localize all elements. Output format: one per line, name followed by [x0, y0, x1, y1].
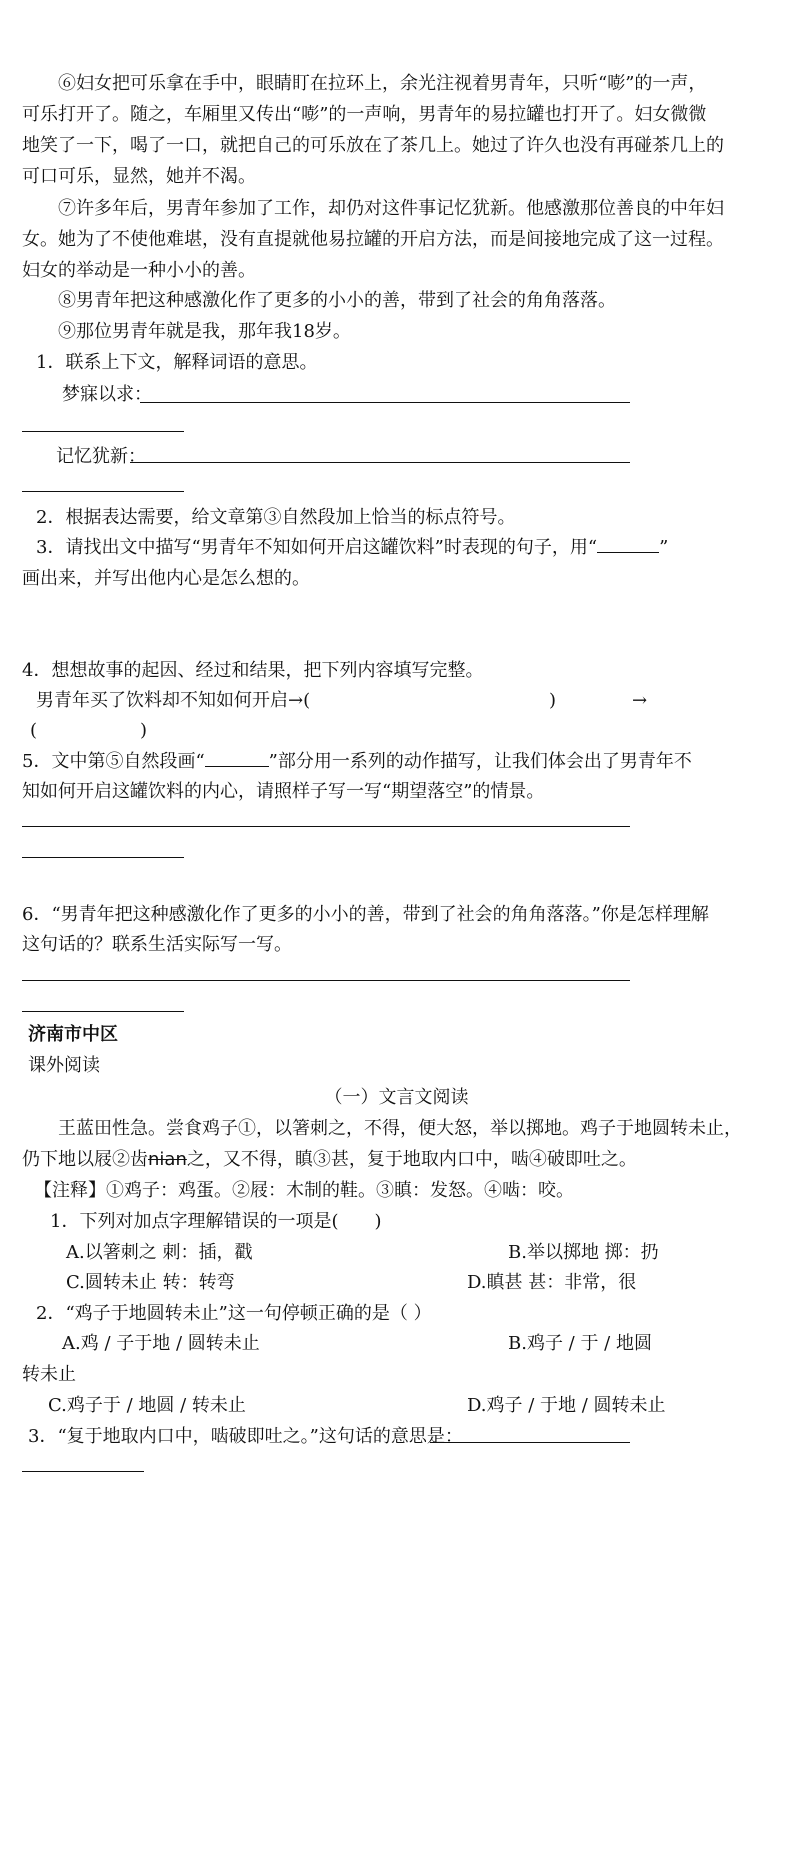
- q6-line2: 这句话的？联系生活实际写一写。: [22, 934, 292, 955]
- story-p6-line3: 地笑了一下，喝了一口，就把自己的可乐放在了茶几上。她过了许久也没有再碰茶几上的: [22, 135, 724, 156]
- story-p7-line2: 女。她为了不使他难堪，没有直提就他易拉罐的开启方法，而是间接地完成了这一过程。: [22, 229, 724, 250]
- story-p7-line1: ⑦许多年后，男青年参加了工作，却仍对这件事记忆犹新。他感激那位善良的中年妇: [58, 198, 724, 219]
- q4-start: 男青年买了饮料却不知如何开启→(: [36, 690, 311, 711]
- question-5: [22, 751, 692, 773]
- s2-q2-option-a[interactable]: A.鸡 / 子于地 / 圆转未止: [62, 1333, 260, 1354]
- q4-close-paren-2: ): [140, 720, 148, 741]
- q4-close-paren-1: ): [549, 690, 557, 711]
- s2-q1-option-c[interactable]: C.圆转未止 转：转弯: [66, 1272, 235, 1293]
- q5-text-cont: ”部分用一系列的动作描写，让我们体会出了男青年不: [268, 751, 692, 772]
- classical-text-line1: 王蓝田性急。尝食鸡子①，以箸刺之，不得，便大怒，举以掷地。鸡子于地圆转未止，: [58, 1118, 742, 1139]
- s2-question-1: 1．下列对加点字理解错误的一项是( ): [50, 1211, 382, 1232]
- q3-quote-close: ”: [659, 537, 669, 558]
- classical-text-line2: [22, 1149, 637, 1171]
- q5-underline-sample: [205, 765, 269, 767]
- q4-arrow: →: [632, 690, 648, 711]
- story-p6-line4: 可口可乐，显然，她并不渴。: [22, 166, 256, 187]
- region-heading: 济南市中区: [28, 1024, 118, 1045]
- q5-text: 5．文中第⑤自然段画“: [22, 751, 205, 772]
- story-p6-line2: 可乐打开了。随之，车厢里又传出“嘭”的一声响，男青年的易拉罐也打开了。妇女微微: [22, 104, 707, 125]
- q1a-answer-line[interactable]: [140, 402, 630, 403]
- q3-text: 3．请找出文中描写“男青年不知如何开启这罐饮料”时表现的句子，用“: [36, 537, 598, 558]
- category-heading: 课外阅读: [28, 1055, 100, 1076]
- q1b-label: 记忆犹新：: [56, 446, 146, 467]
- pinyin-struck: nian: [148, 1149, 187, 1170]
- s2-q2-option-d[interactable]: D.鸡子 / 于地 / 圆转未止: [467, 1395, 666, 1416]
- q6-answer-line[interactable]: [22, 980, 630, 981]
- question-1: 1．联系上下文，解释词语的意思。: [36, 352, 318, 373]
- classical-text-line2-a: 仍下地以屐②齿: [22, 1149, 148, 1170]
- classical-text-line2-b: 之，又不得，瞋③甚，复于地取内口中，啮④破即吐之。: [186, 1149, 637, 1170]
- q1b-answer-line[interactable]: [130, 462, 630, 463]
- q5-answer-line[interactable]: [22, 826, 630, 827]
- question-4: 4．想想故事的起因、经过和结果，把下列内容填写完整。: [22, 660, 484, 681]
- q3-underline-sample: [597, 551, 659, 553]
- question-3: [36, 537, 668, 559]
- notes: 【注释】①鸡子：鸡蛋。②屐：木制的鞋。③瞋：发怒。④啮：咬。: [34, 1180, 574, 1201]
- s2-q2-option-b[interactable]: B.鸡子 / 于 / 地圆: [508, 1333, 652, 1354]
- s2-q1-option-a[interactable]: A.以箸刺之 刺：插，戳: [66, 1242, 253, 1263]
- story-p7-line3: 妇女的举动是一种小小的善。: [22, 260, 256, 281]
- s2-q3-answer-line[interactable]: [430, 1442, 630, 1443]
- s2-q3-answer-line-cont[interactable]: [22, 1471, 144, 1472]
- s2-q2-option-c[interactable]: C.鸡子于 / 地圆 / 转未止: [48, 1395, 246, 1416]
- story-p9: ⑨那位男青年就是我，那年我18岁。: [58, 321, 351, 342]
- q1a-answer-line-cont[interactable]: [22, 431, 184, 432]
- question-2: 2．根据表达需要，给文章第③自然段加上恰当的标点符号。: [36, 507, 516, 528]
- q5-answer-line-cont[interactable]: [22, 857, 184, 858]
- q1a-label: 梦寐以求：: [62, 384, 152, 405]
- story-p8: ⑧男青年把这种感激化作了更多的小小的善，带到了社会的角角落落。: [58, 290, 616, 311]
- q1b-answer-line-cont[interactable]: [22, 491, 184, 492]
- q3-line2: 画出来，并写出他内心是怎么想的。: [22, 568, 310, 589]
- s2-question-2: 2．“鸡子于地圆转未止”这一句停顿正确的是（ ）: [36, 1303, 432, 1324]
- story-p6-line1: ⑥妇女把可乐拿在手中，眼睛盯在拉环上，余光注视着男青年，只听“嘭”的一声，: [58, 73, 707, 94]
- s2-question-3: 3．“复于地取内口中，啮破即吐之。”这句话的意思是：: [28, 1426, 463, 1447]
- q4-open-paren-2: (: [30, 720, 38, 741]
- q5-line2: 知如何开启这罐饮料的内心，请照样子写一写“期望落空”的情景。: [22, 781, 545, 802]
- section-subtitle: （一）文言文阅读: [324, 1087, 469, 1108]
- q6-answer-line-cont[interactable]: [22, 1011, 184, 1012]
- question-6: 6．“男青年把这种感激化作了更多的小小的善，带到了社会的角角落落。”你是怎样理解: [22, 904, 709, 925]
- s2-q2-option-b-cont: 转未止: [22, 1364, 76, 1385]
- s2-q1-option-b[interactable]: B.举以掷地 掷：扔: [508, 1242, 659, 1263]
- s2-q1-option-d[interactable]: D.瞋甚 甚：非常，很: [467, 1272, 637, 1293]
